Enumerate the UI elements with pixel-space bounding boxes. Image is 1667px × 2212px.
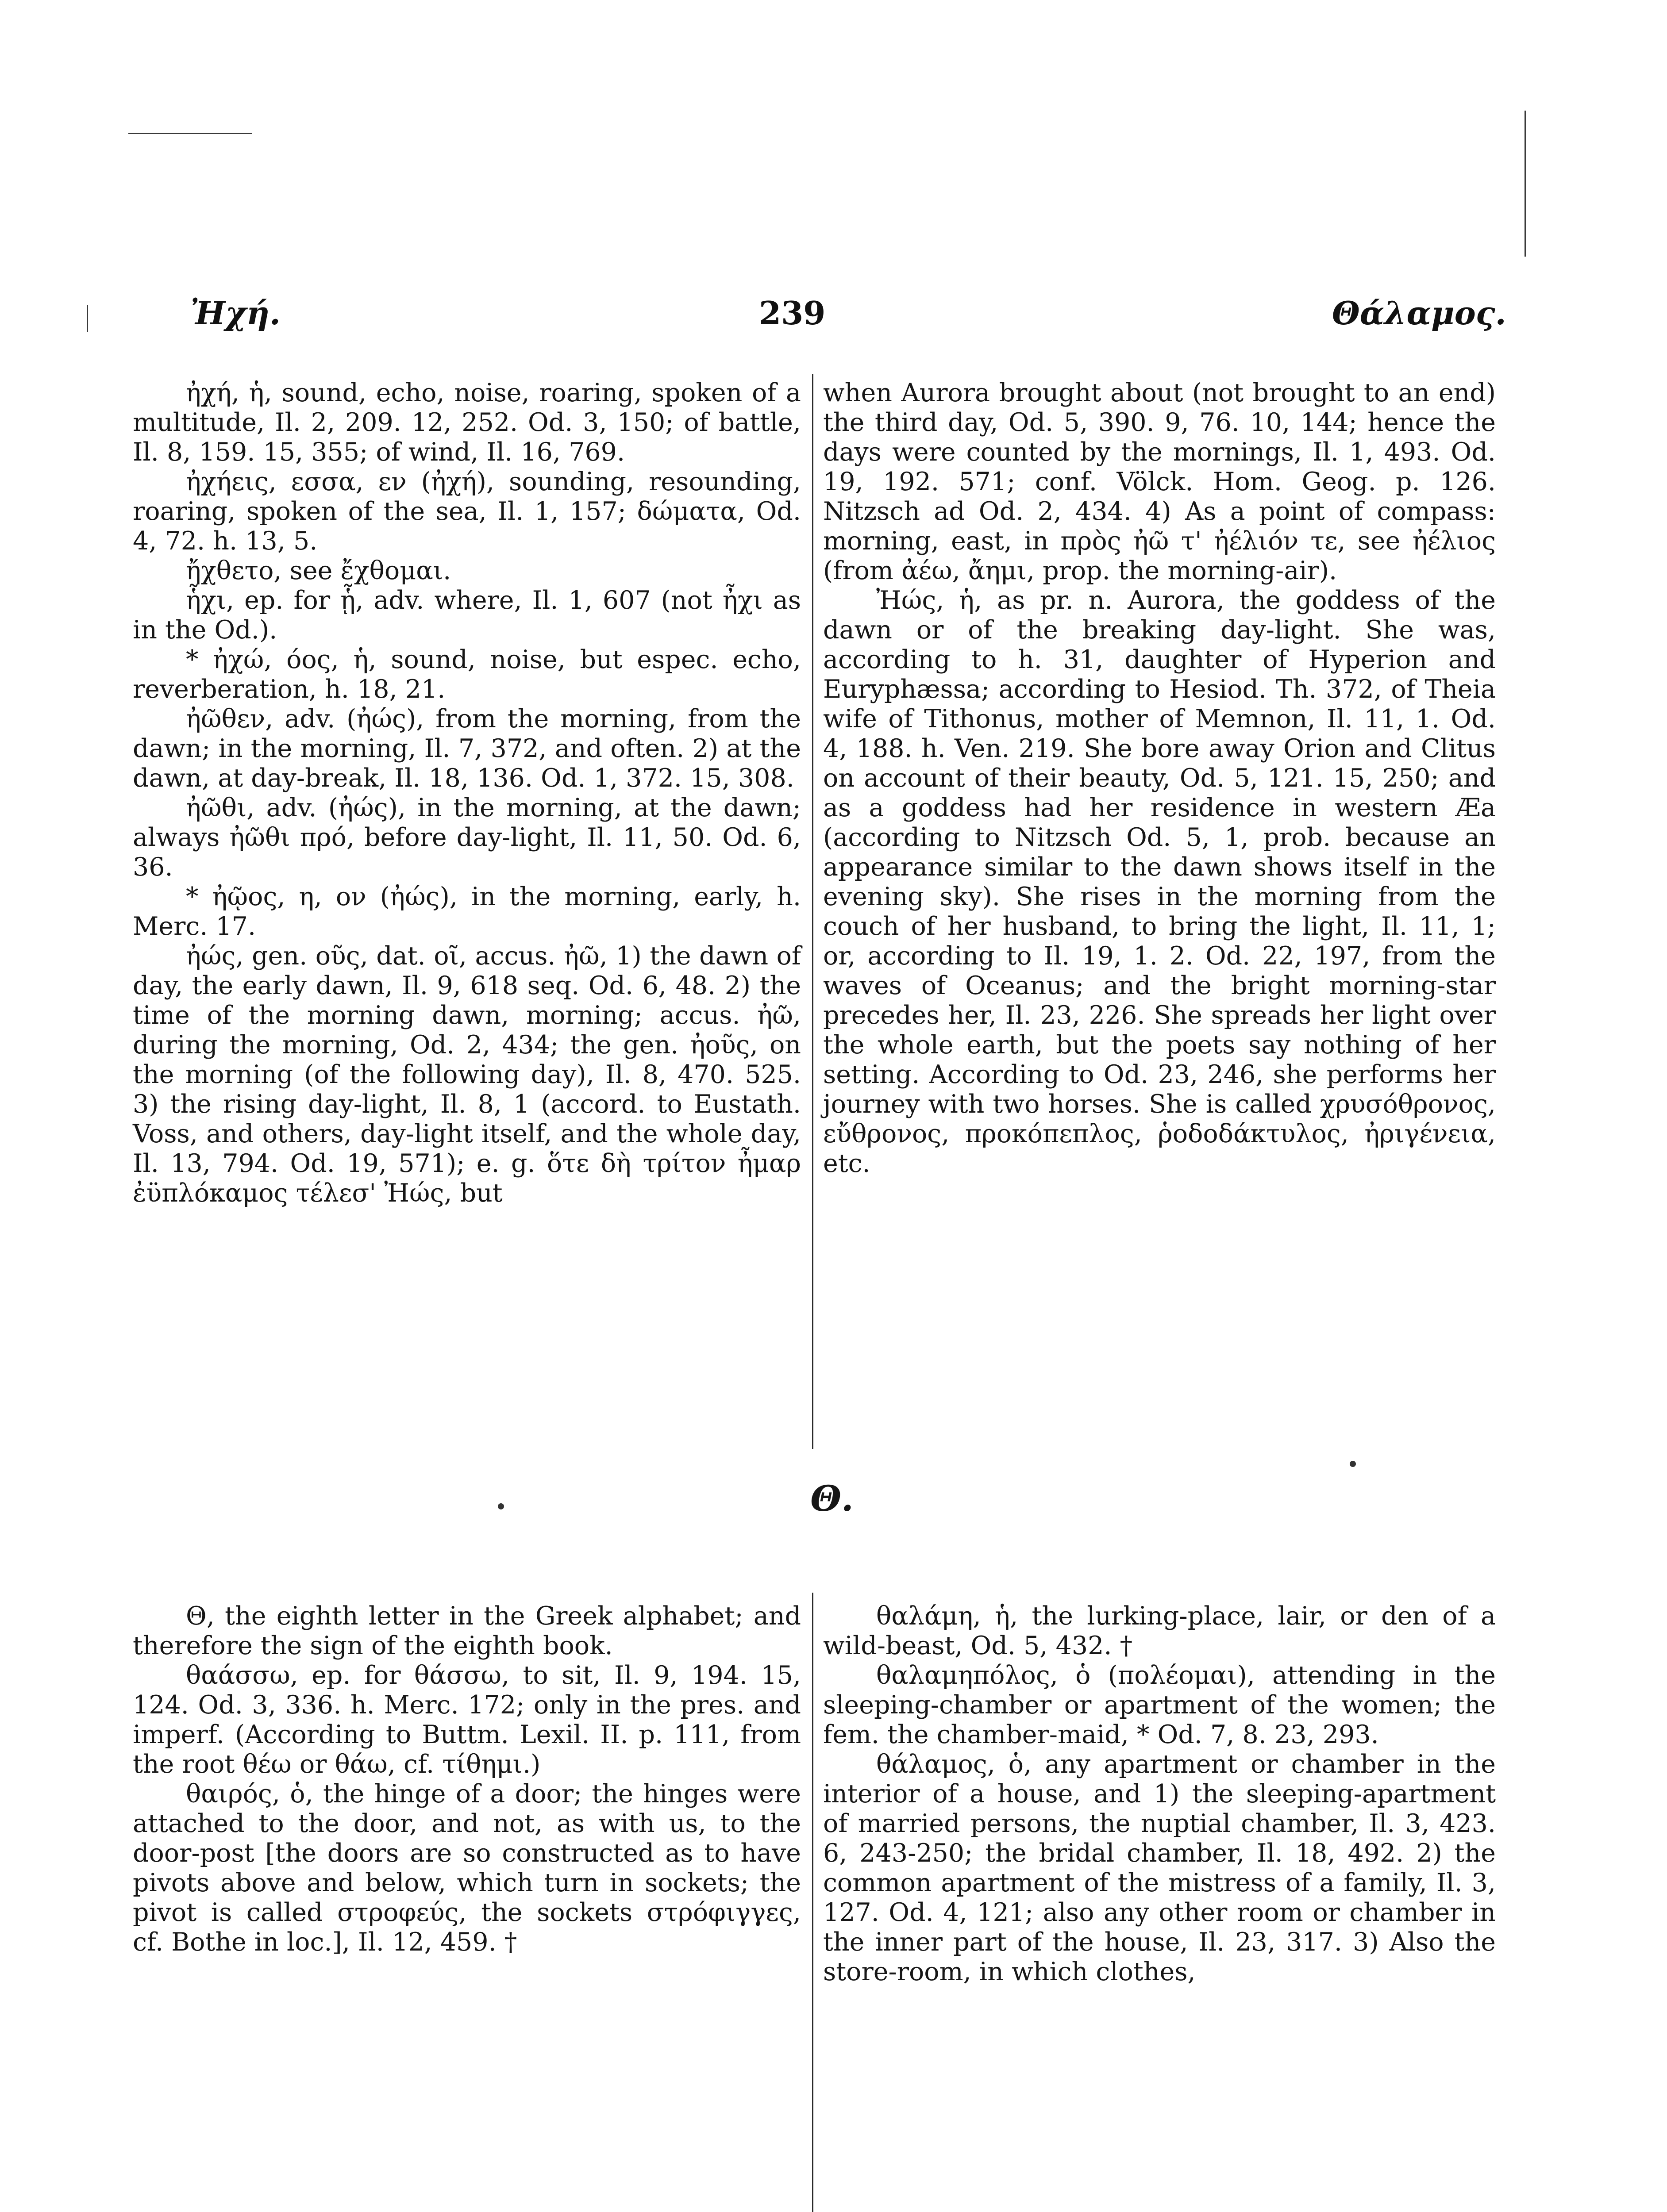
dictionary-entry: ἠῶθι, adv. (ἠώς), in the morning, at the dawn; always ἠῶθι πρό, before day-light, Il. 11, 50. Od. 6, 36.: [133, 793, 801, 882]
dictionary-entry: θαιρός, ὁ, the hinge of a door; the hinges were attached to the door, and not, as with us, to the door-post [the doors are so constructed as to have pivots above and below, which turn in sockets; the pivot is called στροφεύς, the sockets στρόφιγγες, cf. Bothe in loc.], Il. 12, 459. †: [133, 1779, 801, 1957]
scan-artifact-right: [1525, 111, 1526, 257]
column-bottom-right: [823, 1601, 1496, 1987]
section-heading: Θ.: [810, 1478, 854, 1519]
dictionary-entry: θαάσσω, ep. for θάσσω, to sit, Il. 9, 194. 15, 124. Od. 3, 336. h. Merc. 172; only in the pres. and imperf. (According to Buttm. Lexil. II. p. 111, from the root θέω or θάω, cf. τίθημι.): [133, 1661, 801, 1779]
ornament-dot-right: [1350, 1461, 1356, 1467]
dictionary-entry: * ἠῷος, η, ον (ἠώς), in the morning, early, h. Merc. 17.: [133, 882, 801, 941]
dictionary-entry: θάλαμος, ὁ, any apartment or chamber in the interior of a house, and 1) the sleeping-apartment of married persons, the nuptial chamber, Il. 3, 423. 6, 243-250; the bridal chamber, Il. 18, 492. 2) the common apartment of the mistress of a family, Il. 3, 127. Od. 4, 121; also any other room or chamber in the inner part of the house, Il. 23, 317. 3) Also the store-room, in which clothes,: [823, 1750, 1496, 1986]
dictionary-entry: Ἠώς, ἡ, as pr. n. Aurora, the goddess of the dawn or of the breaking day-light. She was, according to h. 31, daughter of Hyperion and Euryphæssa; according to Hesiod. Th. 372, of Theia wife of Tithonus, mother of Memnon, Il. 11, 1. Od. 4, 188. h. Ven. 219. She bore away Orion and Clitus on account of their beauty, Od. 5, 121. 15, 250; and as a goddess had her residence in western Æa (according to Nitzsch Od. 5, 1, prob. because an appearance similar to the dawn shows itself in the evening sky). She rises in the morning from the couch of her husband, to bring the light, Il. 11, 1; or, according to Il. 19, 1. 2. Od. 22, 197, from the waves of Oceanus; and the bright morning-star precedes her, Il. 23, 226. She spreads her light over the whole earth, but the poets say nothing of her setting. According to Od. 23, 246, she performs her journey with two horses. She is called χρυσόθρονος, εὔθρονος, προκόπεπλος, ῥοδοδάκτυλος, ἠριγένεια, etc.: [823, 586, 1496, 1178]
running-head-right: Θάλαμος.: [1332, 294, 1506, 332]
scan-artifact-left: [87, 305, 88, 332]
column-bottom-left: [133, 1601, 801, 1957]
column-divider-bottom: [812, 1593, 813, 2212]
page-number: 239: [759, 294, 826, 332]
dictionary-entry: θαλαμηπόλος, ὁ (πολέομαι), attending in the sleeping-chamber or apartment of the women; the fem. the chamber-maid, * Od. 7, 8. 23, 293.: [823, 1661, 1496, 1749]
dictionary-entry: * ἠχώ, όος, ἡ, sound, noise, but espec. echo, reverberation, h. 18, 21.: [133, 645, 801, 704]
dictionary-entry: ἠχή, ἡ, sound, echo, noise, roaring, spoken of a multitude, Il. 2, 209. 12, 252. Od. 3, 150; of battle, Il. 8, 159. 15, 355; of wind, Il. 16, 769.: [133, 378, 801, 467]
column-divider-top: [812, 374, 813, 1449]
dictionary-entry: ἠώς, gen. οῦς, dat. οῖ, accus. ἠῶ, 1) the dawn of day, the early dawn, Il. 9, 618 seq. Od. 6, 48. 2) the time of the morning dawn, morning; accus. ἠῶ, during the morning, Od. 2, 434; the gen. ἠοῦς, on the morning (of the following day), Il. 8, 470. 525. 3) the rising day-light, Il. 8, 1 (accord. to Eustath. Voss, and others, day-light itself, and the whole day, Il. 13, 794. Od. 19, 571); e. g. ὅτε δὴ τρίτον ἦμαρ ἐϋπλόκαμος τέλεσ' Ἠώς, but: [133, 941, 801, 1208]
dictionary-entry: Θ, the eighth letter in the Greek alphabet; and therefore the sign of the eighth book.: [133, 1601, 801, 1660]
dictionary-entry: ἠχήεις, εσσα, εν (ἠχή), sounding, resounding, roaring, spoken of the sea, Il. 1, 157; δώματα, Od. 4, 72. h. 13, 5.: [133, 467, 801, 556]
dictionary-entry: ἠῶθεν, adv. (ἠώς), from the morning, from the dawn; in the morning, Il. 7, 372, and often. 2) at the dawn, at day-break, Il. 18, 136. Od. 1, 372. 15, 308.: [133, 704, 801, 793]
running-head-left: Ἠχή.: [190, 294, 281, 332]
dictionary-entry: θαλάμη, ἡ, the lurking-place, lair, or den of a wild-beast, Od. 5, 432. †: [823, 1601, 1496, 1660]
scan-artifact-top: [128, 133, 252, 134]
column-top-left: [133, 378, 801, 1208]
dictionary-entry: ἧχι, ep. for ᾗ, adv. where, Il. 1, 607 (not ἦχι as in the Od.).: [133, 586, 801, 645]
ornament-dot-left: [498, 1503, 504, 1509]
column-top-right: [823, 378, 1496, 1179]
dictionary-entry: when Aurora brought about (not brought to an end) the third day, Od. 5, 390. 9, 76. 10, 144; hence the days were counted by the mornings, Il. 1, 493. Od. 19, 192. 571; conf. Völck. Hom. Geog. p. 126. Nitzsch ad Od. 2, 434. 4) As a point of compass: morning, east, in πρὸς ἠῶ τ' ἠέλιόν τε, see ἠέλιος (from ἀέω, ἄημι, prop. the morning-air).: [823, 378, 1496, 585]
dictionary-entry: ἤχθετο, see ἔχθομαι.: [186, 556, 451, 585]
